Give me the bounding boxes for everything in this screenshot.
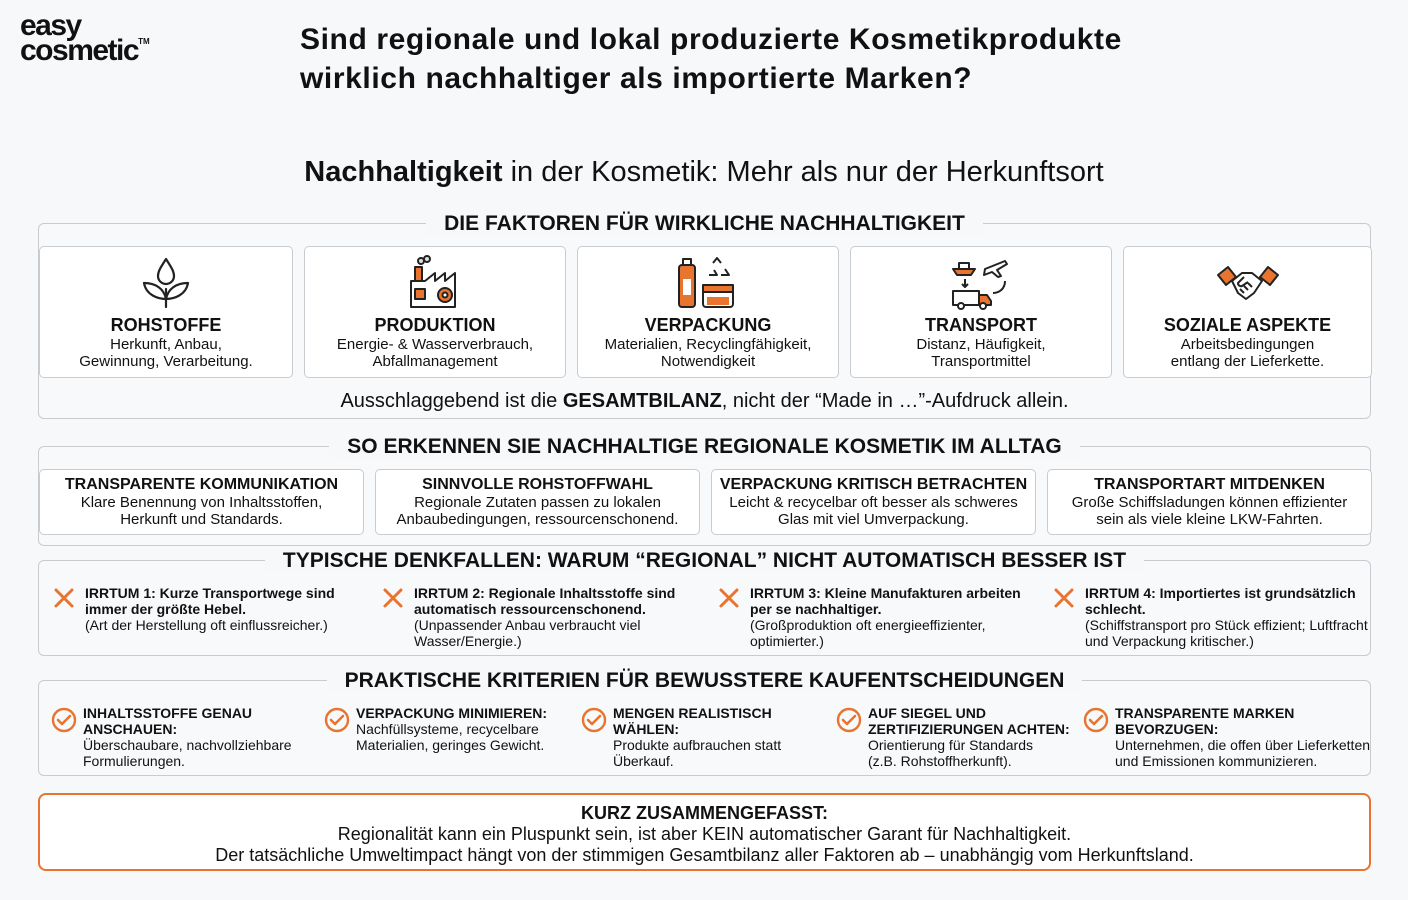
check-circle-icon [324,707,350,733]
myth-bold: IRRTUM 2: Regionale Inhaltsstoffe sind [414,585,676,601]
criteria-note: und Emissionen kommunizieren. [1115,753,1318,769]
cross-icon [718,587,740,609]
subtitle-bold: Nachhaltigkeit [304,156,503,188]
cross-icon [53,587,75,609]
conclusion-box [38,793,1371,871]
factor-desc: Energie- & Wasserverbrauch, [336,336,534,353]
factor-card-transport [850,246,1112,378]
conclusion-line: Regionalität kann ein Pluspunkt sein, ist aber KEIN automatischer Garant für Nachhaltigkeit. [337,824,1072,844]
criteria-note: Nachfüllsysteme, recycelbare [356,721,539,737]
page-subtitle [0,156,1408,189]
myth-note: (Art der Herstellung oft einflussreicher.) [85,617,328,633]
factory-icon [407,255,463,311]
criteria-bold: INHALTSSTOFFE GENAU [83,705,253,721]
cross-icon [382,587,404,609]
myth-note: (Unpassender Anbau verbraucht viel [414,617,641,633]
page-title-line1: Sind regionale und lokal produzierte Kosmetikprodukte [300,23,1122,56]
factor-title: ROHSTOFFE [110,315,222,335]
myths-panel [38,549,1371,656]
factor-desc: Materialien, Recyclingfähigkeit, [604,336,812,353]
handshake-icon [1216,255,1280,311]
packaging-recycle-icon [673,255,743,311]
myth-bold: IRRTUM 4: Importiertes ist grundsätzlich [1085,585,1356,601]
check-circle-icon [581,707,607,733]
myth-note: Wasser/Energie.) [414,633,522,649]
myth-bold: per se nachhaltiger. [750,601,882,617]
factor-desc: entlang der Lieferkette. [1170,353,1325,370]
criteria-title: PRAKTISCHE KRITERIEN FÜR BEWUSSTERE KAUFENTSCHEIDUNGEN [39,669,1370,693]
conclusion-title: KURZ ZUSAMMENGEFASST: [581,803,828,823]
recognize-panel [38,435,1371,546]
factor-title: VERPACKUNG [644,315,772,335]
criteria-note: (z.B. Rohstoffherkunft). [868,753,1012,769]
factors-title: DIE FAKTOREN FÜR WIRKLICHE NACHHALTIGKEIT [39,212,1370,236]
criteria-note: Überkauf. [613,753,674,769]
subtitle-rest: in der Kosmetik: Mehr als nur der Herkunftsort [502,156,1104,188]
criteria-note: Produkte aufbrauchen statt [613,737,782,753]
criteria-note: Unternehmen, die offen über Lieferketten [1115,737,1371,753]
criteria-note: Materialien, geringes Gewicht. [356,737,545,753]
myth-bold: schlecht. [1085,601,1146,617]
criteria-panel [38,669,1371,776]
criteria-note: Orientierung für Standards [868,737,1033,753]
tip-desc: Herkunft und Standards. [120,511,283,528]
check-circle-icon [51,707,77,733]
leaf-drop-icon [138,255,194,311]
tip-title: VERPACKUNG KRITISCH BETRACHTEN [719,476,1028,493]
brand-tm: TM [138,36,150,46]
brand-line1: easy [20,9,81,42]
criteria-bold: TRANSPARENTE MARKEN [1115,705,1295,721]
criteria-bold: VERPACKUNG MINIMIEREN: [356,705,548,721]
recognize-title: SO ERKENNEN SIE NACHHALTIGE REGIONALE KOSMETIK IM ALLTAG [39,435,1370,459]
tip-desc: Glas mit viel Umverpackung. [778,511,969,528]
factor-desc: Abfallmanagement [372,353,498,370]
factor-title: PRODUKTION [374,315,496,335]
myth-bold: IRRTUM 3: Kleine Manufakturen arbeiten [750,585,1021,601]
factor-desc: Notwendigkeit [660,353,756,370]
conclusion-line: Der tatsächliche Umweltimpact hängt von der stimmigen Gesamtbilanz aller Faktoren ab – unabhängig vom Herkunftsland. [215,845,1194,865]
tip-desc: Anbaubedingungen, ressourcenschonend. [396,511,679,528]
check-circle-icon [1083,707,1109,733]
factor-card-produktion [304,246,566,378]
tip-title: SINNVOLLE ROHSTOFFWAHL [422,476,653,493]
factor-card-soziale-aspekte [1123,246,1372,378]
tip-card [39,469,364,535]
transport-icon [949,255,1013,311]
check-circle-icon [836,707,862,733]
myth-note: optimierter.) [750,633,824,649]
myth-bold: immer der größte Hebel. [85,601,247,617]
criteria-note: Formulierungen. [83,753,185,769]
myths-title: TYPISCHE DENKFALLEN: WARUM “REGIONAL” NICHT AUTOMATISCH BESSER IST [39,549,1370,573]
factor-card-verpackung [577,246,839,378]
criteria-bold: AUF SIEGEL UND [868,705,986,721]
tip-desc: Regionale Zutaten passen zu lokalen [414,494,661,511]
myth-note: (Großproduktion oft energieeffizienter, [750,617,986,633]
cross-icon [1053,587,1075,609]
tip-card [1047,469,1372,535]
factor-desc: Gewinnung, Verarbeitung. [79,353,253,370]
tip-title: TRANSPORTART MITDENKEN [1094,476,1325,493]
factor-title: SOZIALE ASPEKTE [1163,315,1332,335]
tip-title: TRANSPARENTE KOMMUNIKATION [64,476,339,493]
factor-desc: Herkunft, Anbau, [110,336,222,353]
factor-card-rohstoffe [39,246,293,378]
criteria-bold: BEVORZUGEN: [1115,721,1219,737]
criteria-bold: MENGEN REALISTISCH [613,705,772,721]
myth-note: (Schiffstransport pro Stück effizient; Luftfracht [1085,617,1368,633]
criteria-bold: WÄHLEN: [613,721,680,737]
tip-card [711,469,1036,535]
page-title-line2: wirklich nachhaltiger als importierte Marken? [300,62,973,95]
page-title [300,20,1122,98]
myth-bold: automatisch ressourcenschonend. [414,601,646,617]
factor-desc: Distanz, Häufigkeit, [916,336,1046,353]
brand-logo [20,9,150,67]
factor-title: TRANSPORT [925,315,1037,335]
tip-card [375,469,700,535]
criteria-bold: ZERTIFIZIERUNGEN ACHTEN: [868,721,1070,737]
criteria-bold: ANSCHAUEN: [83,721,178,737]
factor-desc: Transportmittel [931,353,1031,370]
factor-desc: Arbeitsbedingungen [1180,336,1315,353]
criteria-note: Überschaubare, nachvollziehbare [83,737,292,753]
brand-line2: cosmetic [20,33,139,67]
tip-desc: sein als viele kleine LKW-Fahrten. [1096,511,1323,528]
factors-summary: Ausschlaggebend ist die GESAMTBILANZ, nicht der “Made in …”-Aufdruck allein. [340,390,1069,412]
myth-note: und Verpackung kritischer.) [1085,633,1254,649]
myth-bold: IRRTUM 1: Kurze Transportwege sind [85,585,335,601]
tip-desc: Klare Benennung von Inhaltsstoffen, [80,494,323,511]
tip-desc: Leicht & recycelbar oft besser als schweres [729,494,1018,511]
factors-panel [38,212,1371,419]
tip-desc: Große Schiffsladungen können effizienter [1071,494,1348,511]
